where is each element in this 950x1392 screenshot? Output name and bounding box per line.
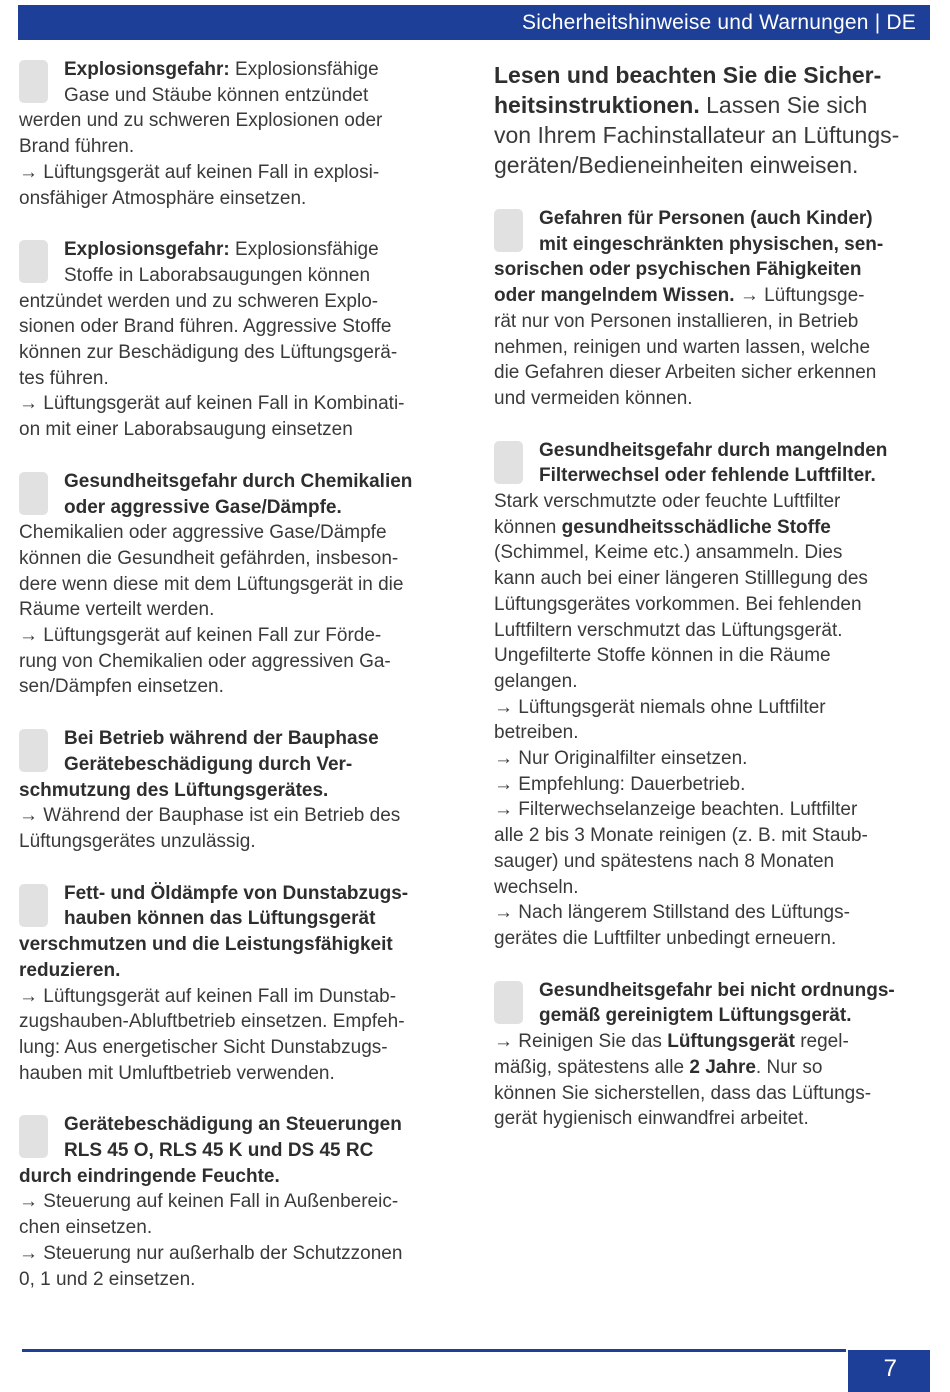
plain-text: Brand führen. <box>19 136 135 158</box>
text-line <box>494 875 932 901</box>
plain-text: sauger) und spätestens nach 8 Monaten <box>494 850 835 872</box>
plain-text: Gase und Stäube können entzündet <box>64 84 369 106</box>
left-column <box>19 57 457 1318</box>
plain-text: → Reinigen Sie das <box>494 1031 668 1053</box>
plain-text: → Während der Bauphase ist ein Betrieb des <box>19 805 401 827</box>
plain-text: betreiben. <box>494 722 579 744</box>
plain-text: → Steuerung auf keinen Fall in Außenbereic- <box>19 1191 399 1213</box>
bold-text: oder aggressive Gase/Dämpfe. <box>64 496 342 518</box>
warning-block <box>494 438 932 952</box>
text-line <box>494 1106 932 1132</box>
plain-text: Ungefilterte Stoffe können in die Räume <box>494 645 831 667</box>
warning-block <box>19 726 457 855</box>
plain-text: gerätes die Luftfilter unbedingt erneuern. <box>494 927 837 949</box>
text-line <box>494 60 932 90</box>
text-line <box>19 186 457 212</box>
bold-text: Gerätebeschädigung an Steuerungen <box>64 1114 402 1136</box>
plain-text: hauben mit Umluftbetrieb verwenden. <box>19 1062 335 1084</box>
warning-placeholder-icon <box>19 240 48 283</box>
bold-text: Explosionsgefahr: <box>64 239 230 261</box>
text-line <box>19 495 457 521</box>
text-line <box>19 778 457 804</box>
plain-text: → Lüftungsgerät auf keinen Fall in explosi- <box>19 161 380 183</box>
text-line <box>19 1189 457 1215</box>
bold-text: Gerätebeschädigung durch Ver- <box>64 753 353 775</box>
warning-placeholder-icon <box>19 729 48 772</box>
text-line <box>19 366 457 392</box>
text-line <box>19 1138 457 1164</box>
plain-text: Explosionsfähige <box>229 239 379 261</box>
text-line <box>19 469 457 495</box>
text-line <box>19 1164 457 1190</box>
text-line <box>19 314 457 340</box>
plain-text: → Steuerung nur außerhalb der Schutzzonen <box>19 1242 403 1264</box>
plain-text: Stoffe in Laborabsaugungen können <box>64 264 371 286</box>
text-line <box>19 674 457 700</box>
text-line <box>19 881 457 907</box>
text-line <box>494 823 932 849</box>
warning-placeholder-icon <box>19 472 48 515</box>
text-line <box>19 726 457 752</box>
text-line <box>494 618 932 644</box>
plain-text: → Lüftungsge- <box>734 285 865 307</box>
plain-text: kann auch bei einer längeren Stilllegung des <box>494 568 868 590</box>
text-line <box>19 1009 457 1035</box>
text-line <box>494 746 932 772</box>
text-line <box>494 206 932 232</box>
text-line <box>494 360 932 386</box>
plain-text: → Lüftungsgerät auf keinen Fall in Kombinati- <box>19 393 405 415</box>
text-line <box>19 803 457 829</box>
text-line <box>19 958 457 984</box>
plain-text: Räume verteilt werden. <box>19 599 215 621</box>
plain-text: tes führen. <box>19 367 109 389</box>
text-line <box>494 900 932 926</box>
bold-text: Explosionsgefahr: <box>64 59 230 80</box>
intro-paragraph <box>494 60 932 180</box>
warning-placeholder-icon <box>494 209 523 252</box>
bold-text: Lüftungsgerät <box>667 1031 795 1053</box>
plain-text: werden und zu schweren Explosionen oder <box>19 110 383 132</box>
plain-text: regel- <box>794 1031 849 1053</box>
warning-block <box>494 978 932 1132</box>
text-line <box>19 984 457 1010</box>
warning-placeholder-icon <box>19 60 48 103</box>
plain-text: mäßig, spätestens alle <box>494 1056 690 1078</box>
text-line <box>494 232 932 258</box>
text-line <box>494 335 932 361</box>
warning-placeholder-icon <box>19 1115 48 1158</box>
text-line <box>19 572 457 598</box>
bold-text: Fett- und Öldämpfe von Dunstabzugs- <box>64 882 409 904</box>
plain-text: dere wenn diese mit dem Lüftungsgerät in die <box>19 573 404 595</box>
text-line <box>494 643 932 669</box>
text-line <box>494 150 932 180</box>
text-line <box>19 1241 457 1267</box>
plain-text: die Gefahren dieser Arbeiten sicher erkennen <box>494 362 877 384</box>
text-line <box>19 1267 457 1293</box>
bold-text: sorischen oder psychischen Fähigkeiten <box>494 259 862 281</box>
text-line <box>494 283 932 309</box>
right-warning-blocks <box>494 206 932 1132</box>
text-line <box>19 1112 457 1138</box>
right-column <box>494 57 932 1158</box>
bold-text: Gesundheitsgefahr bei nicht ordnungs- <box>539 979 895 1001</box>
footer-rule <box>22 1349 846 1352</box>
text-line <box>19 417 457 443</box>
header-title: Sicherheitshinweise und Warnungen | DE <box>522 11 916 34</box>
plain-text: on mit einer Laborabsaugung einsetzen <box>19 419 353 441</box>
text-line <box>19 906 457 932</box>
text-line <box>19 134 457 160</box>
warning-block <box>494 206 932 412</box>
warning-placeholder-icon <box>494 981 523 1024</box>
plain-text: Chemikalien oder aggressive Gase/Dämpfe <box>19 522 387 544</box>
warning-placeholder-icon <box>19 884 48 927</box>
text-line <box>19 57 457 83</box>
text-line <box>19 340 457 366</box>
plain-text: Lüftungsgerätes vorkommen. Bei fehlenden <box>494 593 862 615</box>
text-line <box>19 752 457 778</box>
text-line <box>19 391 457 417</box>
text-line <box>19 289 457 315</box>
text-line <box>494 386 932 412</box>
text-line <box>19 546 457 572</box>
plain-text: → Nur Originalfilter einsetzen. <box>494 748 748 770</box>
text-line <box>19 237 457 263</box>
text-line <box>19 1035 457 1061</box>
plain-text: 0, 1 und 2 einsetzen. <box>19 1268 196 1290</box>
plain-text: → Lüftungsgerät auf keinen Fall zur Förde- <box>19 625 382 647</box>
plain-text: (Schimmel, Keime etc.) ansammeln. Dies <box>494 542 843 564</box>
bold-text: verschmutzen und die Leistungsfähigkeit <box>19 934 393 956</box>
plain-text: können <box>494 516 562 538</box>
warning-block <box>19 1112 457 1292</box>
text-line <box>19 623 457 649</box>
text-line <box>494 438 932 464</box>
text-line <box>494 772 932 798</box>
warning-block <box>19 469 457 700</box>
plain-text: → Filterwechselanzeige beachten. Luftfilter <box>494 799 858 821</box>
text-line <box>494 978 932 1004</box>
text-line <box>494 489 932 515</box>
text-line <box>494 309 932 335</box>
bold-text: oder mangelndem Wissen. <box>494 285 735 307</box>
warning-block <box>19 57 457 211</box>
bold-text: hauben können das Lüftungsgerät <box>64 908 376 930</box>
bold-text: Gesundheitsgefahr durch mangelnden <box>539 439 888 461</box>
text-line <box>19 1061 457 1087</box>
bold-text: schmutzung des Lüftungsgerätes. <box>19 779 329 801</box>
text-line <box>494 515 932 541</box>
bold-text: 2 Jahre <box>689 1056 756 1078</box>
plain-text: geräten/Bedieneinheiten einweisen. <box>494 152 859 178</box>
bold-text: durch eindringende Feuchte. <box>19 1165 280 1187</box>
text-line <box>19 108 457 134</box>
warning-block <box>19 881 457 1087</box>
plain-text: können die Gesundheit gefährden, insbeson- <box>19 547 399 569</box>
plain-text: entzündet werden und zu schweren Explo- <box>19 290 379 312</box>
plain-text: gelangen. <box>494 670 578 692</box>
plain-text: wechseln. <box>494 876 579 898</box>
bold-text: Gesundheitsgefahr durch Chemikalien <box>64 470 413 492</box>
text-line <box>19 1215 457 1241</box>
plain-text: onsfähiger Atmosphäre einsetzen. <box>19 187 307 209</box>
text-line <box>19 649 457 675</box>
text-line <box>494 926 932 952</box>
page-number: 7 <box>848 1350 930 1392</box>
plain-text: chen einsetzen. <box>19 1217 153 1239</box>
warning-placeholder-icon <box>494 441 523 484</box>
bold-text: RLS 45 O, RLS 45 K und DS 45 RC <box>64 1140 374 1162</box>
bold-text: Lesen und beachten Sie die Sicher- <box>494 62 882 88</box>
plain-text: → Empfehlung: Dauerbetrieb. <box>494 773 746 795</box>
plain-text: . Nur so <box>755 1056 823 1078</box>
plain-text: Stark verschmutzte oder feuchte Luftfilter <box>494 491 841 513</box>
bold-text: Bei Betrieb während der Bauphase <box>64 728 379 750</box>
plain-text: zugshauben-Abluftbetrieb einsetzen. Empfeh- <box>19 1011 405 1033</box>
text-line <box>494 1081 932 1107</box>
plain-text: rät nur von Personen installieren, in Betrieb <box>494 310 859 332</box>
text-line <box>19 263 457 289</box>
bold-text: heitsinstruktionen. <box>494 92 700 118</box>
plain-text: lung: Aus energetischer Sicht Dunstabzugs- <box>19 1036 388 1058</box>
text-line <box>494 669 932 695</box>
text-line <box>494 257 932 283</box>
plain-text: Lassen Sie sich <box>699 92 868 118</box>
bold-text: Filterwechsel oder fehlende Luftfilter. <box>539 465 876 487</box>
plain-text: sen/Dämpfen einsetzen. <box>19 676 224 698</box>
plain-text: und vermeiden können. <box>494 387 693 409</box>
text-line <box>494 1055 932 1081</box>
text-line <box>494 463 932 489</box>
text-line <box>494 849 932 875</box>
plain-text: → Lüftungsgerät auf keinen Fall im Dunstab- <box>19 985 397 1007</box>
bold-text: gesundheitsschädliche Stoffe <box>561 516 831 538</box>
bold-text: Gefahren für Personen (auch Kinder) <box>539 208 873 229</box>
plain-text: Luftfiltern verschmutzt das Lüftungsgerät. <box>494 619 843 641</box>
plain-text: sionen oder Brand führen. Aggressive Stoffe <box>19 316 392 338</box>
plain-text: nehmen, reinigen und warten lassen, welche <box>494 336 871 358</box>
bold-text: reduzieren. <box>19 959 121 981</box>
plain-text: von Ihrem Fachinstallateur an Lüftungs- <box>494 122 900 148</box>
plain-text: rung von Chemikalien oder aggressiven Ga- <box>19 650 391 672</box>
text-line <box>494 90 932 120</box>
plain-text: → Lüftungsgerät niemals ohne Luftfilter <box>494 696 826 718</box>
text-line <box>19 829 457 855</box>
plain-text: Lüftungsgerätes unzulässig. <box>19 830 256 852</box>
text-line <box>494 540 932 566</box>
plain-text: Explosionsfähige <box>229 59 379 80</box>
plain-text: können zur Beschädigung des Lüftungsgerä- <box>19 342 398 364</box>
text-line <box>19 932 457 958</box>
text-line <box>494 797 932 823</box>
text-line <box>494 592 932 618</box>
plain-text: gerät hygienisch einwandfrei arbeitet. <box>494 1108 809 1130</box>
text-line <box>19 520 457 546</box>
text-line <box>494 720 932 746</box>
text-line <box>494 566 932 592</box>
plain-text: → Nach längerem Stillstand des Lüftungs- <box>494 902 850 924</box>
bold-text: mit eingeschränkten physischen, sen- <box>539 233 884 255</box>
text-line <box>494 1029 932 1055</box>
text-line <box>494 1003 932 1029</box>
header-bar <box>18 5 930 40</box>
text-line <box>494 695 932 721</box>
text-line <box>19 597 457 623</box>
text-line <box>494 120 932 150</box>
warning-block <box>19 237 457 443</box>
bold-text: gemäß gereinigtem Lüftungsgerät. <box>539 1005 852 1027</box>
plain-text: können Sie sicherstellen, dass das Lüftungs- <box>494 1082 872 1104</box>
plain-text: alle 2 bis 3 Monate reinigen (z. B. mit Staub- <box>494 825 868 847</box>
text-line <box>19 160 457 186</box>
text-line <box>19 83 457 109</box>
